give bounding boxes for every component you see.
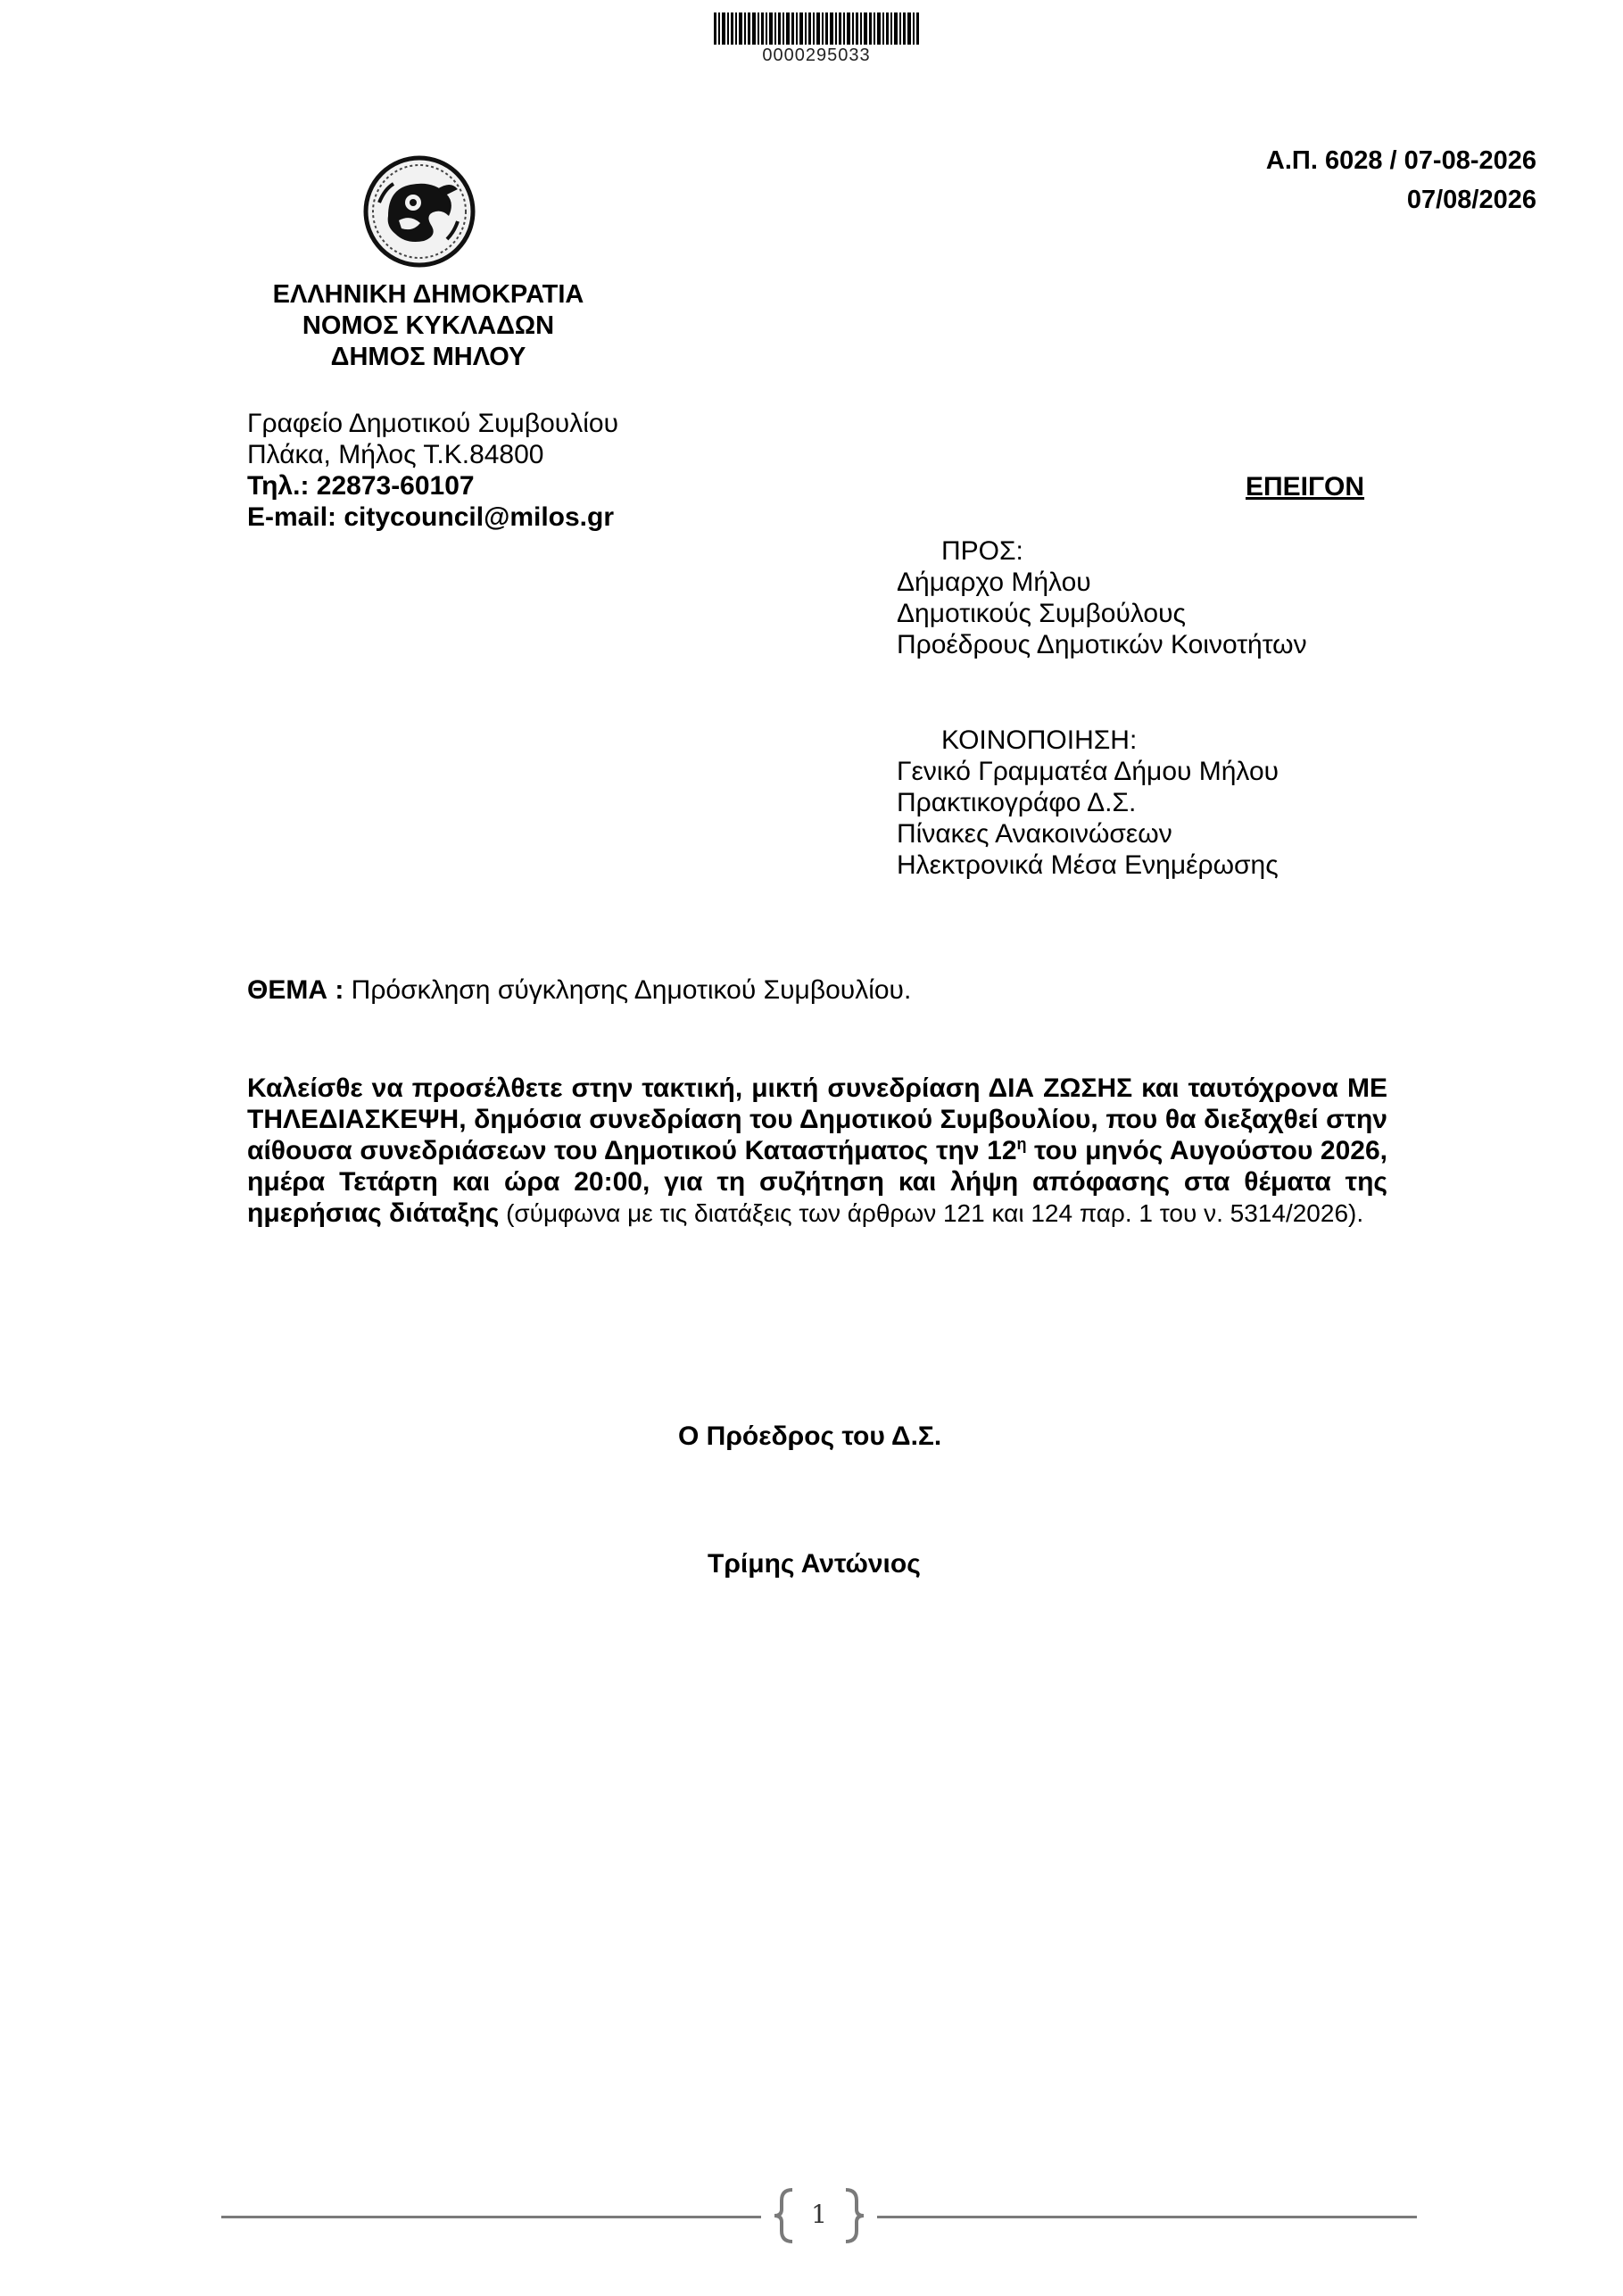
municipality-seal-icon [361,153,477,269]
body-text-part2: του μηνός Αυγούστου 2026, ημέρα Τετάρτη και ώρα 20:00, για τη συζήτηση και λήψη απόφασης στα θέματα της ημερήσιας διάταξης [247,1136,1387,1228]
recipients-list [897,567,1307,660]
issuer-municipality: ΔΗΜΟΣ ΜΗΛΟΥ [330,343,526,371]
invitation-paragraph [247,1073,1387,1229]
body-superscript: η [1016,1135,1027,1153]
issuer-prefecture: ΝΟΜΟΣ ΚΥΚΛΑΔΩΝ [302,311,555,340]
recipient-item: Προέδρους Δημοτικών Κοινοτήτων [897,630,1307,659]
issuer-block [250,279,607,373]
protocol-number: Α.Π. 6028 / 07-08-2026 [1265,146,1536,175]
barcode [714,12,919,45]
barcode-number: 0000295033 [762,46,871,65]
cc-item: Πίνακες Ανακοινώσεων [897,819,1172,849]
body-legal-reference: (σύμφωνα με τις διατάξεις των άρθρων 121 και 124 παρ. 1 του ν. 5314/2026). [499,1199,1364,1227]
subject-label: ΘΕΜΑ : [247,975,344,1005]
office-address: Πλάκα, Μήλος Τ.Κ.84800 [247,440,544,469]
cc-list [897,756,1279,881]
issuer-country: ΕΛΛΗΝΙΚΗ ΔΗΜΟΚΡΑΤΙΑ [272,280,584,309]
cc-label: ΚΟΙΝΟΠΟΙΗΣΗ: [941,725,1138,755]
footer-divider-right [877,2216,1417,2218]
signatory-title: Ο Πρόεδρος του Δ.Σ. [678,1422,942,1451]
cc-item: Ηλεκτρονικά Μέσα Ενημέρωσης [897,850,1279,880]
office-block [247,408,618,533]
page-number: 1 [811,2200,827,2229]
office-name: Γραφείο Δημοτικού Συμβουλίου [247,409,618,438]
document-date: 07/08/2026 [1406,186,1536,214]
recipient-item: Δήμαρχο Μήλου [897,568,1091,597]
office-phone: Τηλ.: 22873-60107 [247,471,475,501]
subject-line [247,974,911,1007]
signatory-name: Τρίμης Αντώνιος [708,1549,921,1579]
reference-block [1266,141,1536,220]
office-email: E-mail: citycouncil@milos.gr [247,502,615,532]
footer-divider-left [221,2216,761,2218]
body-text-part1: Καλείσθε να προσέλθετε στην τακτική, μικτή συνεδρίαση ΔΙΑ ΖΩΣΗΣ και ταυτόχρονα ΜΕ ΤΗΛΕΔΙΑΣΚΕΨΗ, δημόσια συνεδρίαση του Δημοτικού Συμβουλίου, που θα διεξαχθεί στην αίθουσα συνεδριάσεων του Δημοτικού Καταστήματος την 12 [247,1073,1387,1165]
urgency-label: ΕΠΕΙΓΟΝ [1246,472,1365,501]
cc-item: Γενικό Γραμματέα Δήμου Μήλου [897,757,1279,786]
subject-text: Πρόσκληση σύγκλησης Δημοτικού Συμβουλίου. [351,975,912,1005]
recipients-label: ΠΡΟΣ: [941,536,1023,566]
cc-item: Πρακτικογράφο Δ.Σ. [897,788,1137,817]
recipient-item: Δημοτικούς Συμβούλους [897,599,1186,628]
